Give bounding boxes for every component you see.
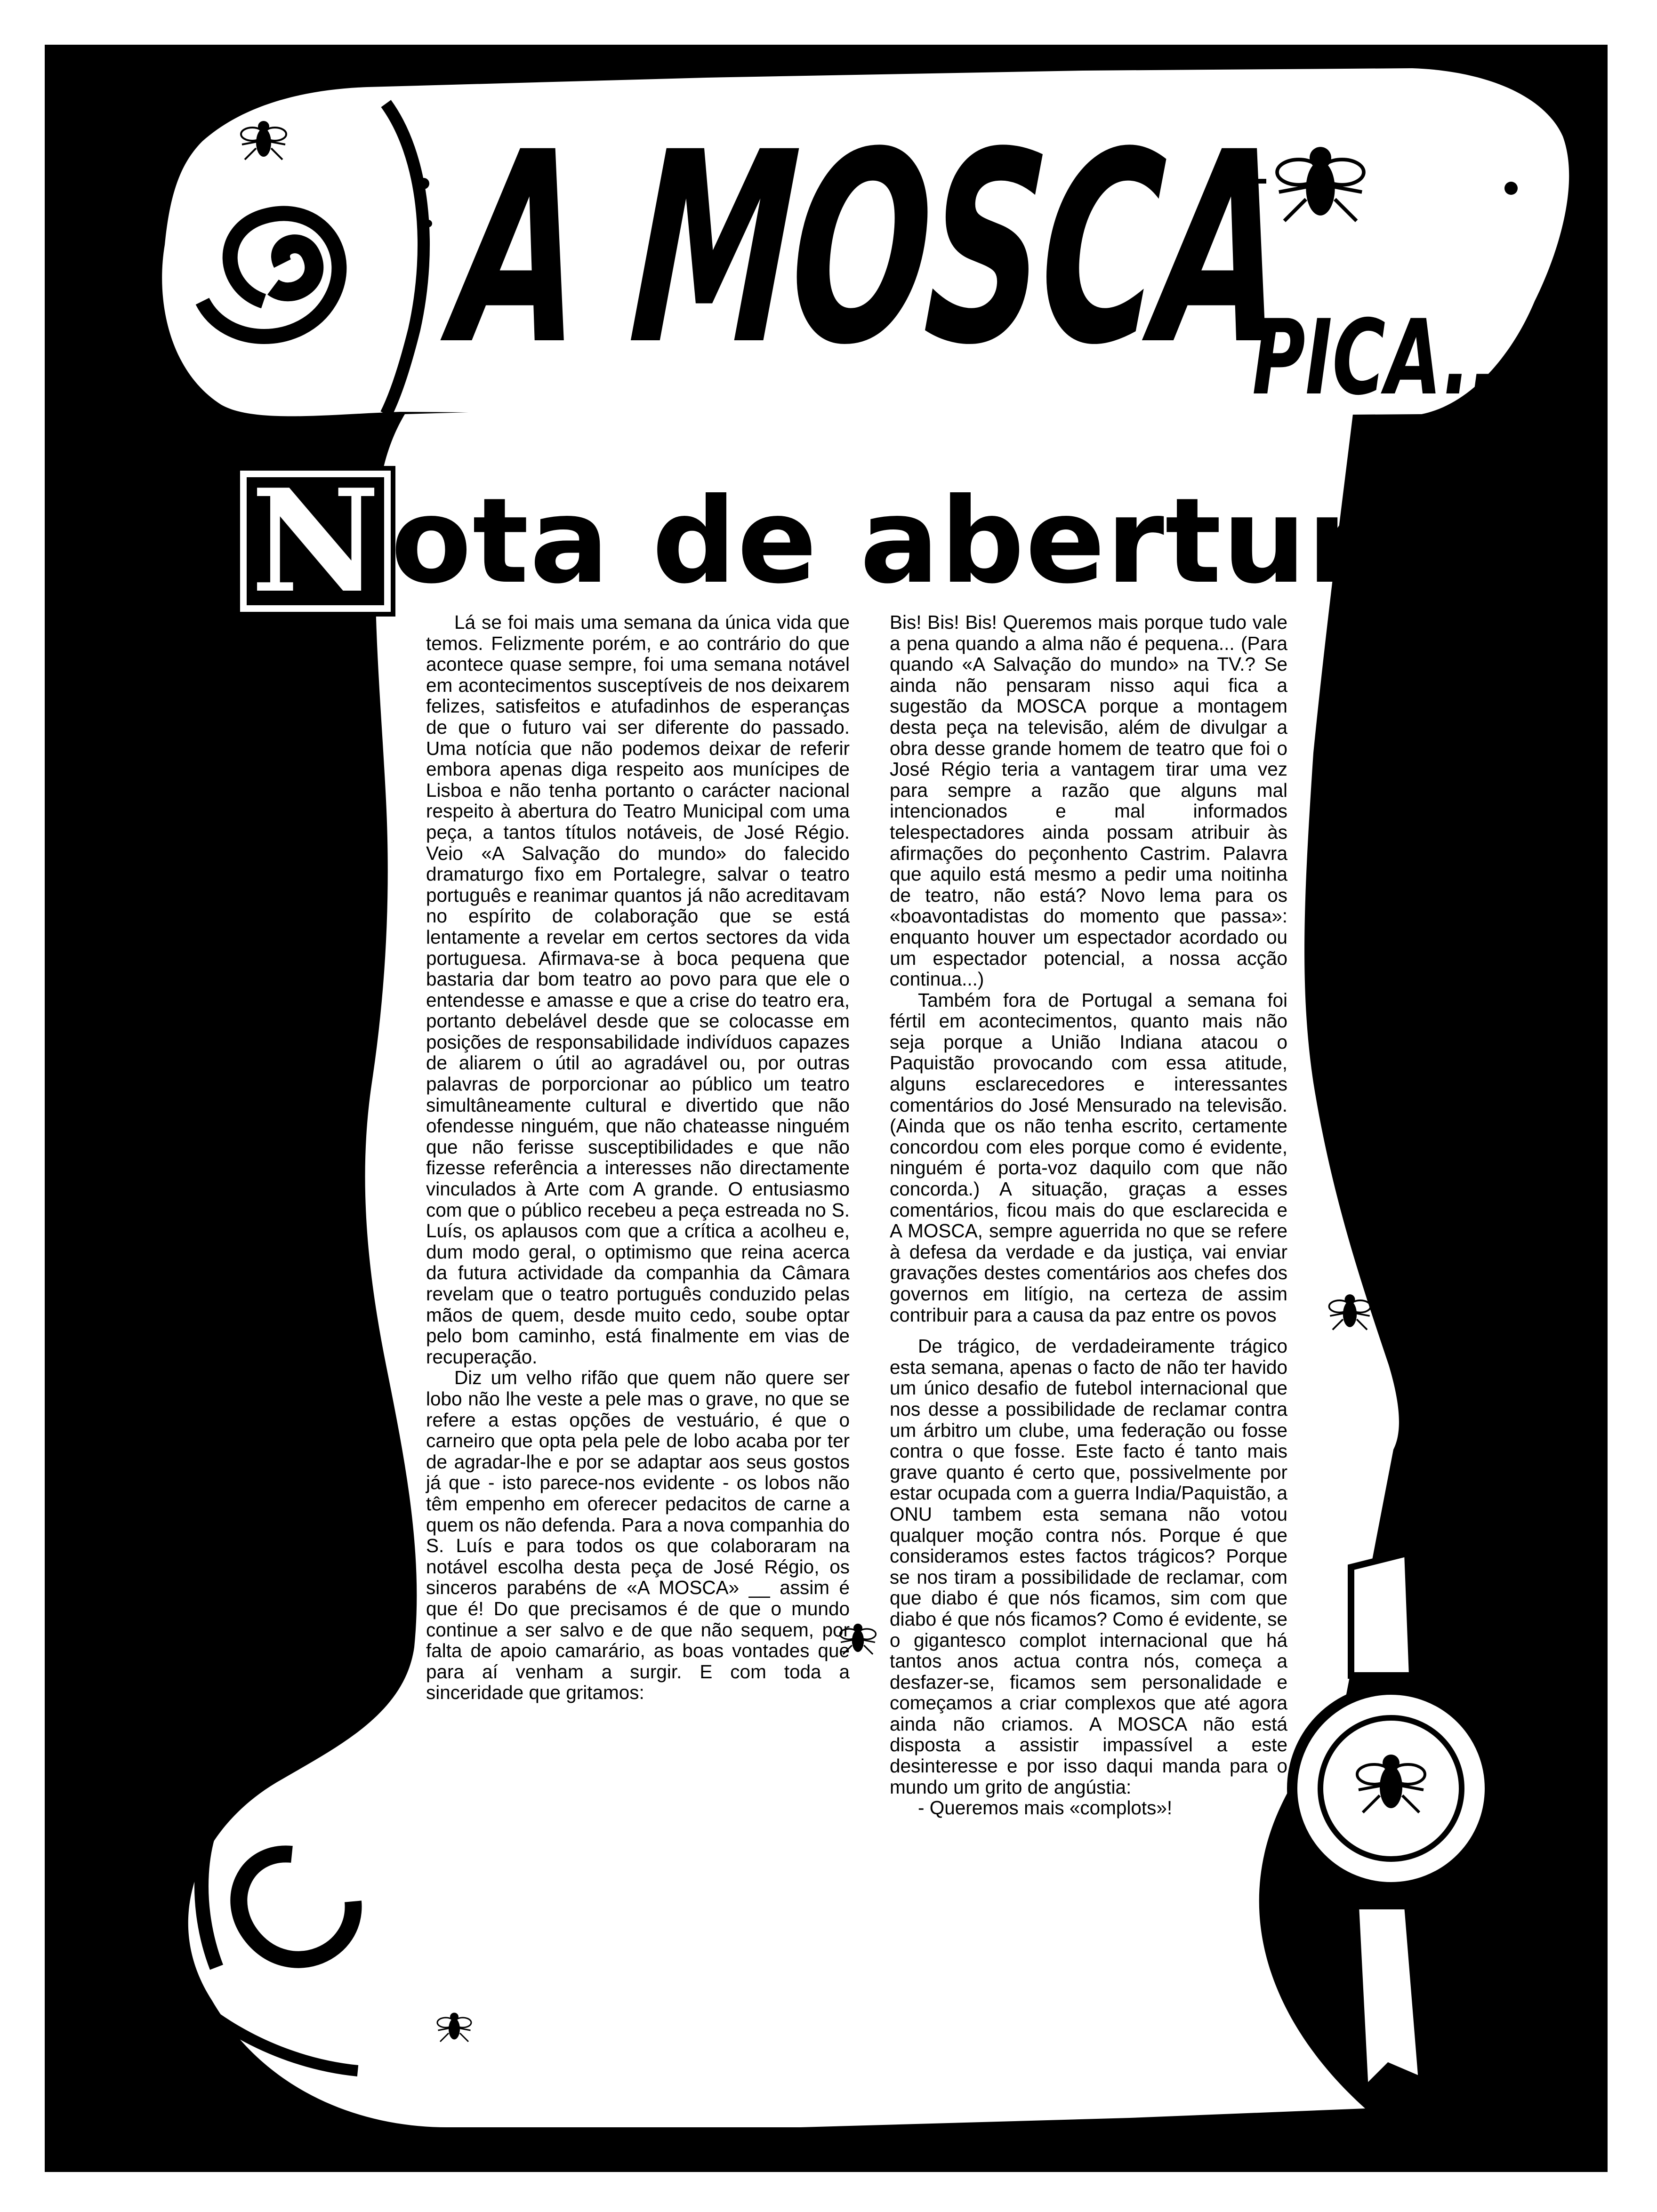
fly-icon bbox=[1323, 1285, 1377, 1337]
masthead-title: A MOSCA bbox=[447, 96, 1292, 403]
article-paragraph: Diz um velho rifão que quem não quere ser lobo não lhe veste a pele mas o grave, no que se refere a estas opções de vestuário, é que o carneiro que opta pela pele de lobo acaba por ter de agradar-lhe e por se adaptar aos seus gostos já que - isto parece-nos evidente - os lobos não têm empenho em oferecer pedacitos de carne a quem os não defenda. Para a nova companhia do S. Luís e para todos os que colaboraram na notável escolha desta peça de José Régio, os sinceros parabéns de «A MOSCA» __ assim é que é! Do que precisamos é de que o mundo continue a ser salvo e de que não sequem, por falta de apoio camarário, as boas vontades que para aí venham a surgir. E com toda a sinceridade que gritamos: bbox=[426, 1367, 850, 1704]
masthead-subtitle: PICA... bbox=[1252, 297, 1526, 418]
fly-icon bbox=[433, 2000, 475, 2052]
section-title bbox=[235, 458, 1447, 624]
fly-icon bbox=[235, 111, 292, 167]
print-speck bbox=[425, 220, 432, 227]
article-paragraph: Lá se foi mais uma semana da única vida que temos. Felizmente porém, e ao contrário do que acontece quase sempre, foi uma semana notável em acontecimentos susceptíveis de nos deixarem felizes, satisfeitos e atufadinhos de esperanças de que o futuro vai ser diferente do passado. Uma notícia que não podemos deixar de referir embora apenas diga respeito aos munícipes de Lisboa e não tenha portanto o carácter nacional respeito à abertura do Teatro Municipal com uma peça, a tantos títulos notáveis, de José Régio. Veio «A Salvação do mundo» do falecido dramaturgo fixo em Portalegre, salvar o teatro português e reanimar quantos já não acreditavam no espírito de colaboração que se está lentamente a revelar em certos sectores da vida portuguesa. Afirmava-se à boca pequena que bastaria dar bom teatro ao povo para que ele o entendesse e amasse e que a crise do teatro era, portanto debelável desde que se colocasse em posições de responsabilidade indivíduos capazes de aliarem o útil ao agradável ou, por outras palavras de porporcionar ao público um teatro simultâneamente cultural e divertido que não ofendesse ninguém, que não chateasse ninguém que não ferisse susceptibilidades e que não fizesse referência a interesses não directamente vinculados à Arte com A grande. O entusiasmo com que o público recebeu a peça estreada no S. Luís, os aplausos com que a crítica a acolheu e, dum modo geral, o optimismo que reina acerca da futura actividade da companhia da Câmara revelam que o teatro português conduzido pelas mãos de quem, desde muito cedo, soube optar pelo bom caminho, está finalmente em vias de recuperação. bbox=[426, 611, 850, 1368]
article-paragraph: De trágico, de verdadeiramente trágico esta semana, apenas o facto de não ter havido um único desafio de futebol internacional que nos desse a possibilidade de reclamar contra um árbitro um clube, uma federação ou fosse contra o que fosse. Este facto é tanto mais grave quanto é certo que, possivelmente por estar ocupada com a guerra India/Paquistão, a ONU tambem esta semana não votou qualquer moção contra nós. Porque é que consideramos estes factos trágicos? Porque se nos tiram a possibilidade de reclamar, com que diabo é que nós ficamos, sim com que diabo é que nós ficamos? Como é evidente, se o gigantesco complot internacional que há tantos anos actua contra nós, começa a desfazer-se, ficamos sem personalidade e começamos a criar complexos que até agora ainda não criamos. A MOSCA não está disposta a assistir impassível a este desinteresse e por isso daqui manda para o mundo um grito de angústia: bbox=[890, 1335, 1287, 1798]
article-column-left bbox=[426, 612, 850, 1703]
fly-icon bbox=[322, 767, 374, 819]
article-paragraph: Bis! Bis! Bis! Queremos mais porque tudo vale a pena quando a alma não é pequena... (Para quando «A Salvação do mundo» na TV.? Se ainda não pensaram nisso aqui fica a sugestão da MOSCA porque a montagem desta peça na televisão, além de divulgar a obra desse grande homem de teatro que foi o José Régio teria a vantagem tirar uma vez para sempre a razão que alguns mal intencionados e mal informados telespectadores ainda possam atribuir às afirmações do peçonhento Castrim. Palavra que aquilo está mesmo a pedir uma noitinha de teatro, não está? Novo lema para os «boavontadistas do momento que passa»: enquanto houver um espectador acordado ou um espectador potencial, a nossa acção continua...) bbox=[890, 611, 1287, 990]
section-title-text: ota de abertura bbox=[391, 473, 1447, 609]
print-speck bbox=[418, 178, 429, 189]
masthead bbox=[447, 96, 1526, 418]
article-closing-line: - Queremos mais «complots»! bbox=[918, 1797, 1173, 1819]
print-speck bbox=[1504, 182, 1518, 195]
article-column-right bbox=[890, 612, 1287, 1819]
ornamental-drop-cap: N bbox=[235, 466, 395, 617]
seal-fly-icon bbox=[1349, 1737, 1433, 1826]
article-paragraph: Também fora de Portugal a semana foi fértil em acontecimentos, quanto mais não seja porque a União Indiana atacou o Paquistão provocando com essa atitude, alguns esclarecedores e interessantes comentários do José Mensurado na televisão. (Ainda que os não tenha escrito, certamente concordou com eles porque como é evidente, ninguém é porta-voz daquilo com que não concorda.) A situação, graças a esses comentários, ficou mais do que esclarecida e A MOSCA, sempre aguerrida no que se refere à defesa da verdade e da justiça, vai enviar gravações destes comentários aos chefes dos governos em litígio, na certeza de assim contribuir para a causa da paz entre os povos bbox=[890, 989, 1287, 1326]
